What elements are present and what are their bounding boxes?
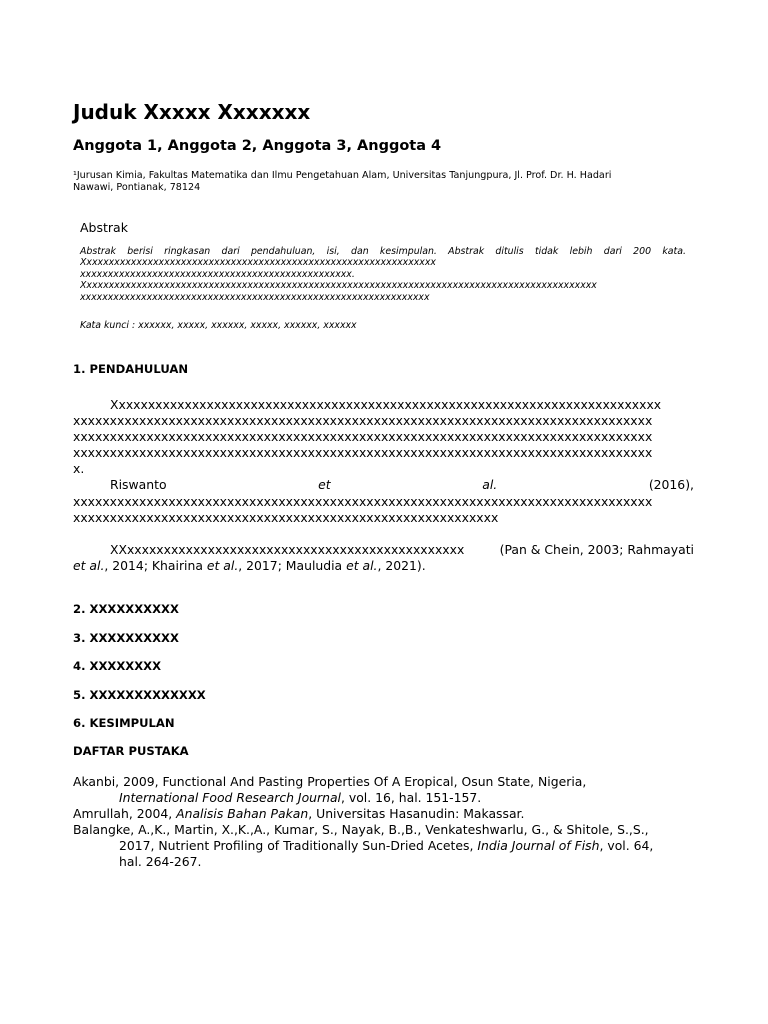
abstract-line: Xxxxxxxxxxxxxxxxxxxxxxxxxxxxxxxxxxxxxxxxxxxxxxxxxxxxxxxxxxxxxxxxxxxxxxxxxxxxxxxxxxxxxxxxxxxxx (80, 280, 597, 292)
reference-text: 2017, Nutrient Profiling of Traditionally Sun-Dried Acetes, (119, 838, 478, 854)
section-heading-2: 2. XXXXXXXXXX (73, 602, 179, 616)
affiliation-line: Nawawi, Pontianak, 78124 (73, 182, 201, 193)
intro-paragraph-2 (73, 542, 694, 574)
abstract-word: berisi (127, 246, 153, 257)
journal-title: India Journal of Fish (477, 838, 600, 854)
citation-year: (2016), (648, 477, 694, 493)
placeholder-text: XXxxxxxxxxxxxxxxxxxxxxxxxxxxxxxxxxxxxxxxxxxxxxxx (110, 542, 465, 557)
abstract-word: kesimpulan. (379, 246, 437, 257)
book-title: Analisis Bahan Pakan (176, 806, 309, 821)
affiliation (73, 170, 694, 194)
citation-etal: et al. (206, 558, 239, 574)
text-line: x. (73, 461, 85, 477)
citation-text: , 2021). (377, 558, 426, 574)
citation-etal: et al. (73, 558, 105, 574)
text-line (73, 542, 694, 558)
abstract-line: xxxxxxxxxxxxxxxxxxxxxxxxxxxxxxxxxxxxxxxxxxxxxxxxxxxxxxxxxxxxxxx (80, 291, 430, 303)
abstract-word: Abstrak (448, 246, 485, 257)
abstract-word: dan (351, 246, 369, 257)
abstract-word: lebih (569, 246, 593, 257)
reference-entry (73, 806, 694, 822)
reference-text: Amrullah, 2004, (73, 806, 177, 821)
citation-author: Riswanto (110, 477, 167, 493)
text-line (73, 558, 694, 574)
text-line: Xxxxxxxxxxxxxxxxxxxxxxxxxxxxxxxxxxxxxxxxxxxxxxxxxxxxxxxxxxxxxxxxxxxxxxxxxxx (110, 397, 662, 412)
reference-entry (73, 822, 694, 870)
text-line: hal. 264-267. (119, 854, 202, 870)
abstract-word: tidak (534, 246, 559, 257)
citation-text: , 2017; Mauludia (238, 558, 347, 574)
abstract-line: Xxxxxxxxxxxxxxxxxxxxxxxxxxxxxxxxxxxxxxxxxxxxxxxxxxxxxxxxxxxxxxxx (80, 257, 436, 269)
abstract-word: kata. (662, 246, 686, 257)
abstract-body (80, 246, 686, 303)
citation-line (73, 477, 694, 493)
section-heading-3: 3. XXXXXXXXXX (73, 631, 179, 645)
abstract-word: isi, (326, 246, 340, 257)
abstract-heading: Abstrak (80, 220, 128, 235)
text-line: xxxxxxxxxxxxxxxxxxxxxxxxxxxxxxxxxxxxxxxxxxxxxxxxxxxxxxxxxxxxxxxxxxxxxxxxxxxxxxx (73, 493, 653, 509)
abstract-word: dari (221, 246, 240, 257)
section-heading-kesimpulan: 6. KESIMPULAN (73, 716, 175, 730)
text-line: Balangke, A.,K., Martin, X.,K.,A., Kumar, S., Nayak, B.,B., Venkateshwarlu, G., & Shitole, S.,S., (73, 822, 649, 837)
section-heading-4: 4. XXXXXXXX (73, 659, 162, 673)
abstract-word: 200 (633, 246, 652, 257)
keywords: Kata kunci : xxxxxx, xxxxx, xxxxxx, xxxxx, xxxxxx, xxxxxx (80, 320, 357, 331)
abstract-word: pendahuluan, (250, 246, 316, 257)
text-line (73, 838, 694, 854)
intro-paragraph-1 (73, 397, 694, 526)
reference-entry (73, 774, 694, 806)
affiliation-line: ¹Jurusan Kimia, Fakultas Matematika dan Ilmu Pengetahuan Alam, Universitas Tanjungpura, Jl. Prof. Dr. H. Hadari (73, 170, 612, 181)
author-list: Anggota 1, Anggota 2, Anggota 3, Anggota 4 (73, 138, 442, 154)
text-line: xxxxxxxxxxxxxxxxxxxxxxxxxxxxxxxxxxxxxxxxxxxxxxxxxxxxxxxxxxxxxxxxxxxxxxxxxxxxxxx (73, 413, 653, 429)
journal-title: International Food Research Journal (119, 790, 342, 806)
abstract-line: xxxxxxxxxxxxxxxxxxxxxxxxxxxxxxxxxxxxxxxxxxxxxxxxx. (80, 268, 355, 280)
reference-text: , Universitas Hasanudin: Makassar. (308, 806, 525, 821)
section-heading-daftar-pustaka: DAFTAR PUSTAKA (73, 744, 189, 758)
reference-text: , vol. 16, hal. 151-157. (341, 790, 482, 806)
citation-text: , 2014; Khairina (104, 558, 207, 574)
reference-text: , vol. 64, (599, 838, 654, 854)
text-line: xxxxxxxxxxxxxxxxxxxxxxxxxxxxxxxxxxxxxxxxxxxxxxxxxxxxxxxxxx (73, 509, 499, 525)
citation-group: (Pan & Chein, 2003; Rahmayati (499, 542, 694, 557)
text-line: Akanbi, 2009, Functional And Pasting Properties Of A Eropical, Osun State, Nigeria, (73, 774, 587, 789)
abstract-word: Abstrak (80, 246, 116, 257)
text-line: xxxxxxxxxxxxxxxxxxxxxxxxxxxxxxxxxxxxxxxxxxxxxxxxxxxxxxxxxxxxxxxxxxxxxxxxxxxxxxx (73, 445, 653, 461)
text-line: xxxxxxxxxxxxxxxxxxxxxxxxxxxxxxxxxxxxxxxxxxxxxxxxxxxxxxxxxxxxxxxxxxxxxxxxxxxxxxx (73, 429, 653, 445)
abstract-line (80, 246, 686, 257)
section-heading-5: 5. XXXXXXXXXXXXX (73, 688, 206, 702)
text-line (73, 806, 694, 822)
section-heading-pendahuluan: 1. PENDAHULUAN (73, 362, 189, 376)
text-line (73, 790, 694, 806)
abstract-word: dari (603, 246, 622, 257)
paper-title: Juduk Xxxxx Xxxxxxx (73, 100, 311, 124)
abstract-word: ringkasan (164, 246, 211, 257)
citation-et: et (318, 477, 331, 493)
abstract-word: ditulis (495, 246, 524, 257)
citation-etal: et al. (346, 558, 378, 574)
citation-al: al. (482, 477, 498, 493)
